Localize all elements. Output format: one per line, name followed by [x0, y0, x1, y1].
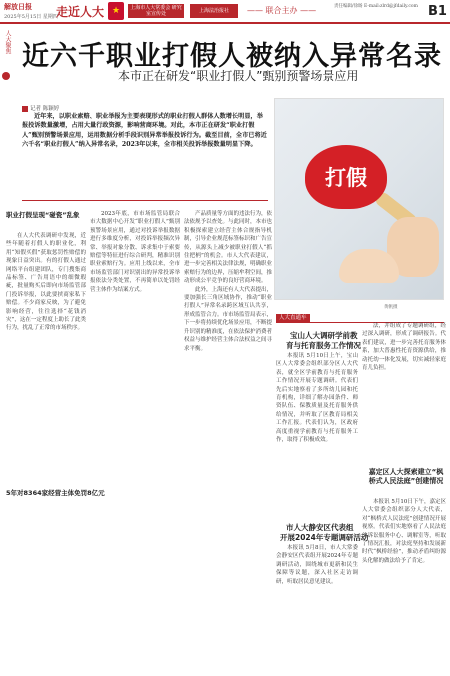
paragraph: 本报讯 5月8日，市人大常委会静安区代表组开展2024年专题调研活动，围绕城市更新和民生保障等议题，深入社区走访调研，听取居民意见建议。 [276, 545, 358, 585]
paragraph: 在人大代表调研中发现，近些年随着打假人的职业化，利用“知假买假”获取惩罚性赔偿的现象日益突出。有的打假人通过网络平台组建团队，专门搜集商品标签、广告用语中的细微瑕疵，批量购买后即向市场监管部门投诉举报，以此要挟商家私下赔偿。不少商家反映，为了避免影响经营，往往选择“花钱消灾”，这在一定程度上助长了此类行为，扰乱了正常的市场秩序。 [6, 233, 86, 332]
section-title-2: 5年对8364家经营主体免罚8亿元 [6, 489, 105, 497]
body-column-4 [276, 352, 358, 518]
joint-host-label: —— 联合主办 —— [247, 6, 317, 15]
tag-label: 人大直通车 [276, 314, 310, 323]
divider [22, 200, 268, 201]
hand-shape-2 [339, 249, 399, 283]
body-column-4b [276, 544, 358, 674]
byline-marker-icon [22, 106, 28, 112]
organizer-banner-1: 上海市人大常委会 研究室宣传处 [128, 4, 184, 18]
section-label: 人大聚焦 [4, 30, 11, 54]
page-header [0, 0, 450, 24]
body-column-2 [90, 210, 180, 672]
right-headline-1a: 宝山人大调研学前教 [290, 331, 358, 340]
page-number: B1 [428, 4, 447, 19]
body-column-5 [362, 322, 446, 462]
column-title: 走近人大 [56, 5, 105, 19]
body-column-3 [184, 210, 272, 672]
byline [22, 104, 59, 112]
newspaper-logo: 解放日报 [4, 2, 32, 11]
right-headline-3: 嘉定区人大探索建立“枫桥式人民法庭”创建情况 [368, 468, 444, 485]
issue-date: 2025年5月15日 星期四 [4, 14, 58, 20]
emblem-icon: ★ [108, 2, 124, 20]
paragraph: 法，并组成了专题调研组，经过深入调研，形成了调研报告。代表们建议，进一步完善托育服务体系，加大普惠性托育资源供给，推动托幼一体化发展，切实减轻家庭育儿负担。 [362, 323, 446, 372]
section-title-1: 职业打假呈现“碰瓷”乱象 [6, 211, 80, 219]
body-column-1 [6, 232, 86, 672]
byline-text: 记者 陈颖婷 [30, 106, 60, 112]
paragraph: 本报讯 5月10日上午，宝山区人大常委会组织部分区人大代表，就全区学前教育与托育服务工作情况开展专题调研。代表们先后实地察看了多所幼儿园和托育机构，详细了解办园条件、师资队伍、保教质量及托育服务供给情况，并听取了区教育局相关工作汇报。代表们认为，区政府高度重视学前教育与托育服务工作，取得了积极成效。 [276, 353, 358, 444]
right-headline-2a: 市人大静安区代表组 [286, 523, 354, 532]
speech-bubble-sign: 打假 [305, 145, 387, 209]
news-photo [274, 98, 444, 300]
subheadline: 本市正在研发“职业打假人”甄别预警场景应用 [118, 69, 359, 83]
body-column-5b [362, 498, 446, 674]
photo-credit: 黄帆摄 [384, 305, 398, 310]
paragraph: 产品质量等方面的违法行为，依法依规予以查处。与此同时，本市也积极探索建立经营主体合规指导机制，引导企业规范标签标识和广告宣传，从源头上减少被职业打假人“抓住把柄”的机会。市人大代表建议，进一步完善相关法律法规，明确职业索赔行为的边界，压缩牟利空间，推动形成公平竞争的良好营商环境。 [184, 211, 272, 285]
headline: 近六千职业打假人被纳入异常名录 [22, 41, 442, 72]
section-dot-icon [2, 72, 10, 80]
editor-info: 责任编辑/徐旸 E-mail:zlrd@jfdaily.com [334, 4, 418, 9]
paragraph: 本报讯 5月10日下午，嘉定区人大常委会组织部分人大代表，对“枫桥式人民法庭”创建情况开展视察。代表们实地察看了人民法庭的诉讼服务中心、调解室等，听取了情况汇报，对法庭坚持和发展新时代“枫桥经验”，推动矛盾纠纷源头化解的做法给予了肯定。 [362, 499, 446, 564]
paragraph: 2023年底，市市场监管局联合市大数据中心开发“职业打假人”甄别预警场景应用，通过对投诉举报数据进行多维度分析，对投诉举报频次异常、举报对象分散、诉求集中于索要赔偿等特征进行综合研判，精准识别职业索赔行为。应用上线以来，全市市场监管部门对识别出的异常投诉举报依法分类处置，不再简单以处罚经营主体作为结案方式。 [90, 211, 180, 293]
lead-paragraph: 近年来，以职业索赔、职业举报为主要表现形式的职业打假人群体人数增长明显，举报投诉数量激增，占用大量行政资源，影响营商环境。对此，本市正在研发“职业打假人”甄别预警场景应用，运用数据分析手段识别异常举报投诉行为。截至目前，全市已将近六千名“职业打假人”纳入异常名录，2023年以来，全市相关投诉举报数量明显下降。 [22, 113, 267, 149]
organizer-banner-2: 上海法治报社 [190, 4, 238, 18]
right-headline-1b: 育与托育服务工作情况 [286, 341, 361, 350]
paragraph: 此外，上海还有人大代表提出，要加强长三角区域协作，推动“职业打假人”异常名录跨区域互认共享，形成监管合力。市市场监管局表示，下一步将持续优化场景应用，不断提升识别的精准度，在依法保护消费者权益与维护经营主体合法权益之间寻求平衡。 [184, 286, 272, 352]
right-headline-2b: 开展2024年专题调研活动 [280, 533, 369, 542]
